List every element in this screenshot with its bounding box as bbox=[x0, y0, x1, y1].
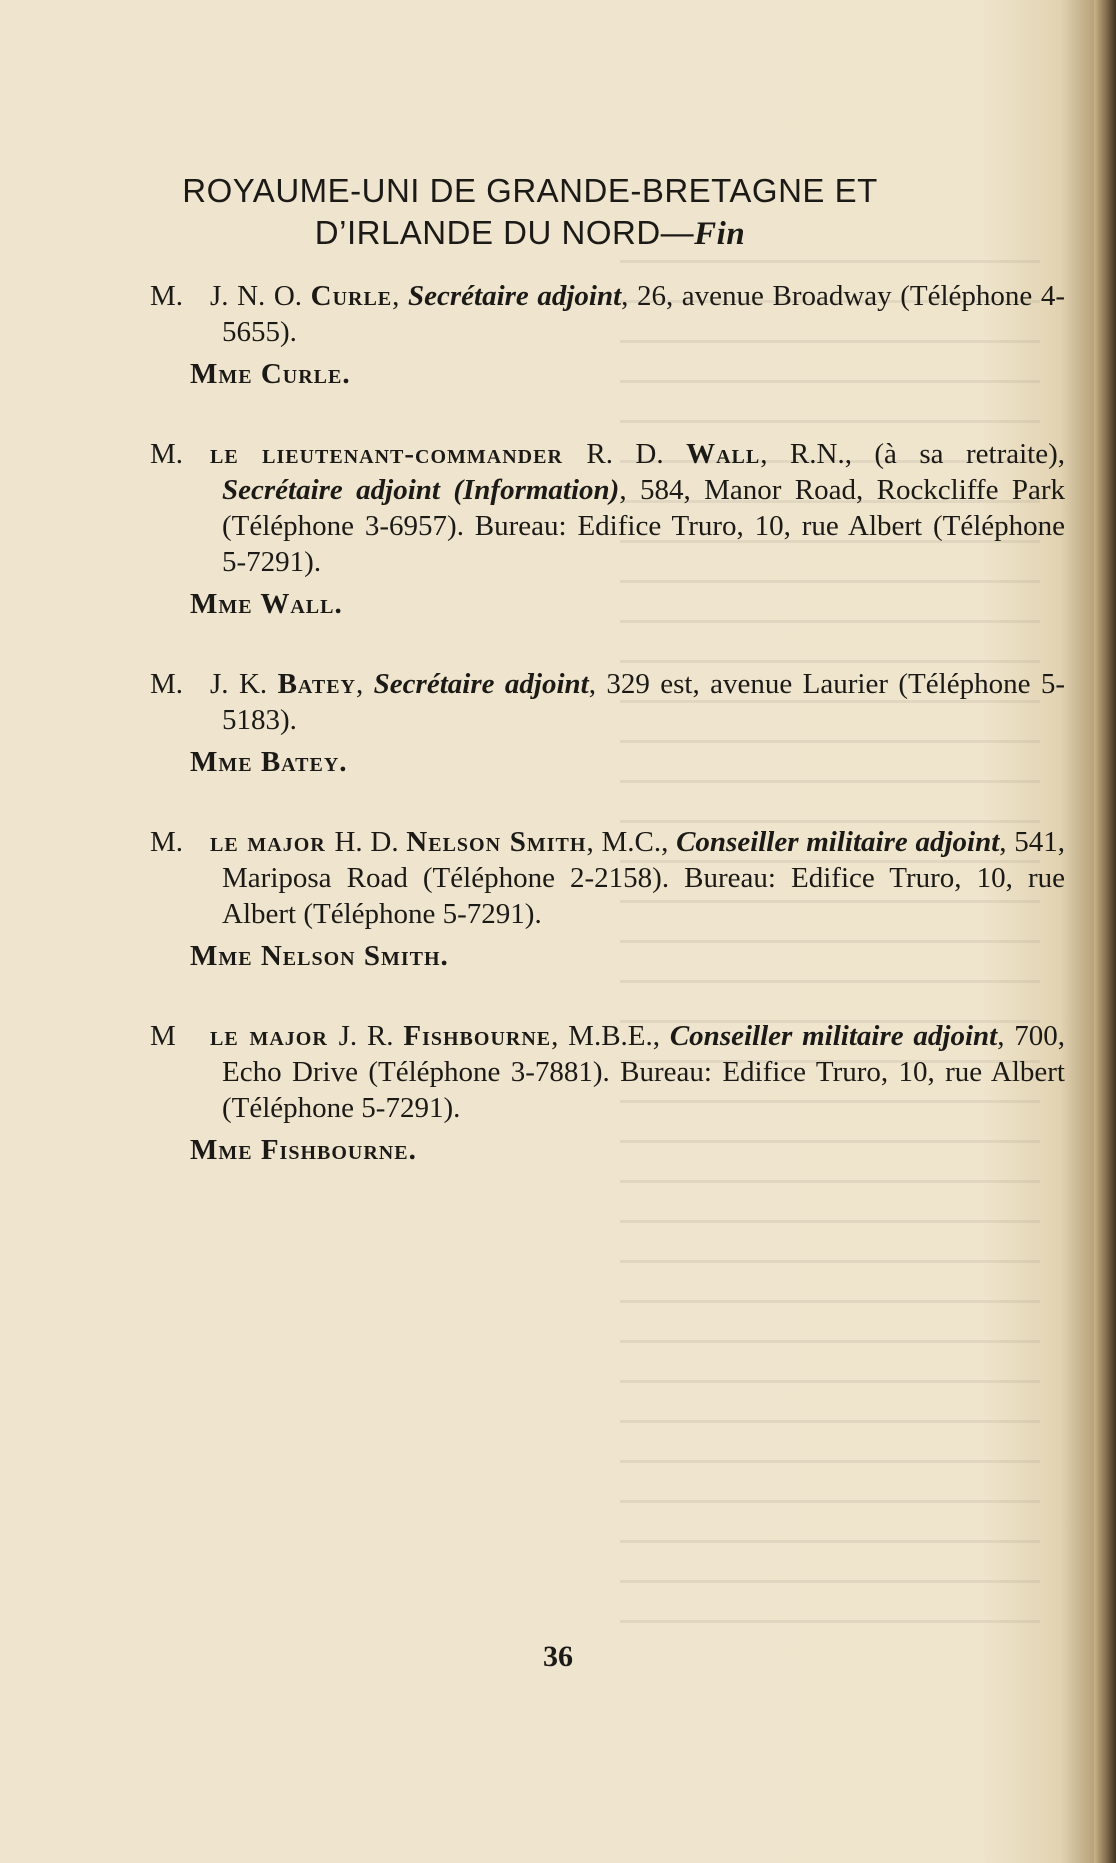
entry-text: M le major J. R. Fishbourne, M.B.E., Conseiller militaire adjoint, 700, Echo Drive (Téléphone 3-7881). Bureau: Edifice Truro, 10, rue Albert (Téléphone 5-7291). bbox=[150, 1020, 1066, 1124]
spouse-name: Mme Nelson Smith. bbox=[190, 940, 449, 972]
entry-batey bbox=[150, 666, 1065, 780]
entry-curle bbox=[150, 278, 1065, 392]
page-heading bbox=[150, 170, 910, 255]
heading-line-2-text: D’IRLANDE DU NORD— bbox=[314, 214, 695, 251]
entry-text: M. J. N. O. Curle, Secrétaire adjoint, 26, avenue Broadway (Téléphone 4-5655). bbox=[150, 280, 1066, 348]
heading-fin: Fin bbox=[694, 216, 746, 252]
spouse-name: Mme Fishbourne. bbox=[190, 1134, 417, 1166]
entry-wall bbox=[150, 436, 1065, 622]
spouse-name: Mme Wall. bbox=[190, 588, 343, 620]
page-binding-edge bbox=[1094, 0, 1116, 1863]
entry-fishbourne bbox=[150, 1018, 1065, 1168]
entries-list bbox=[150, 278, 1065, 1212]
entry-nelson-smith bbox=[150, 824, 1065, 974]
heading-line-1: ROYAUME-UNI DE GRANDE-BRETAGNE ET bbox=[182, 172, 878, 209]
spouse-name: Mme Curle. bbox=[190, 358, 351, 390]
page-number: 36 bbox=[543, 1640, 573, 1673]
spouse-name: Mme Batey. bbox=[190, 746, 348, 778]
entry-text: M. le major H. D. Nelson Smith, M.C., Conseiller militaire adjoint, 541, Mariposa Road (Téléphone 2-2158). Bureau: Edifice Truro, 10, rue Albert (Téléphone 5-7291). bbox=[150, 826, 1066, 930]
entry-text: M. le lieutenant-commander R. D. Wall, R.N., (à sa retraite), Secrétaire adjoint (Information), 584, Manor Road, Rockcliffe Park (Téléphone 3-6957). Bureau: Edifice Truro, 10, rue Albert (Téléphone 5-7291). bbox=[150, 438, 1065, 578]
heading-line-2 bbox=[150, 212, 910, 255]
entry-text: M. J. K. Batey, Secrétaire adjoint, 329 est, avenue Laurier (Téléphone 5-5183). bbox=[150, 668, 1066, 736]
